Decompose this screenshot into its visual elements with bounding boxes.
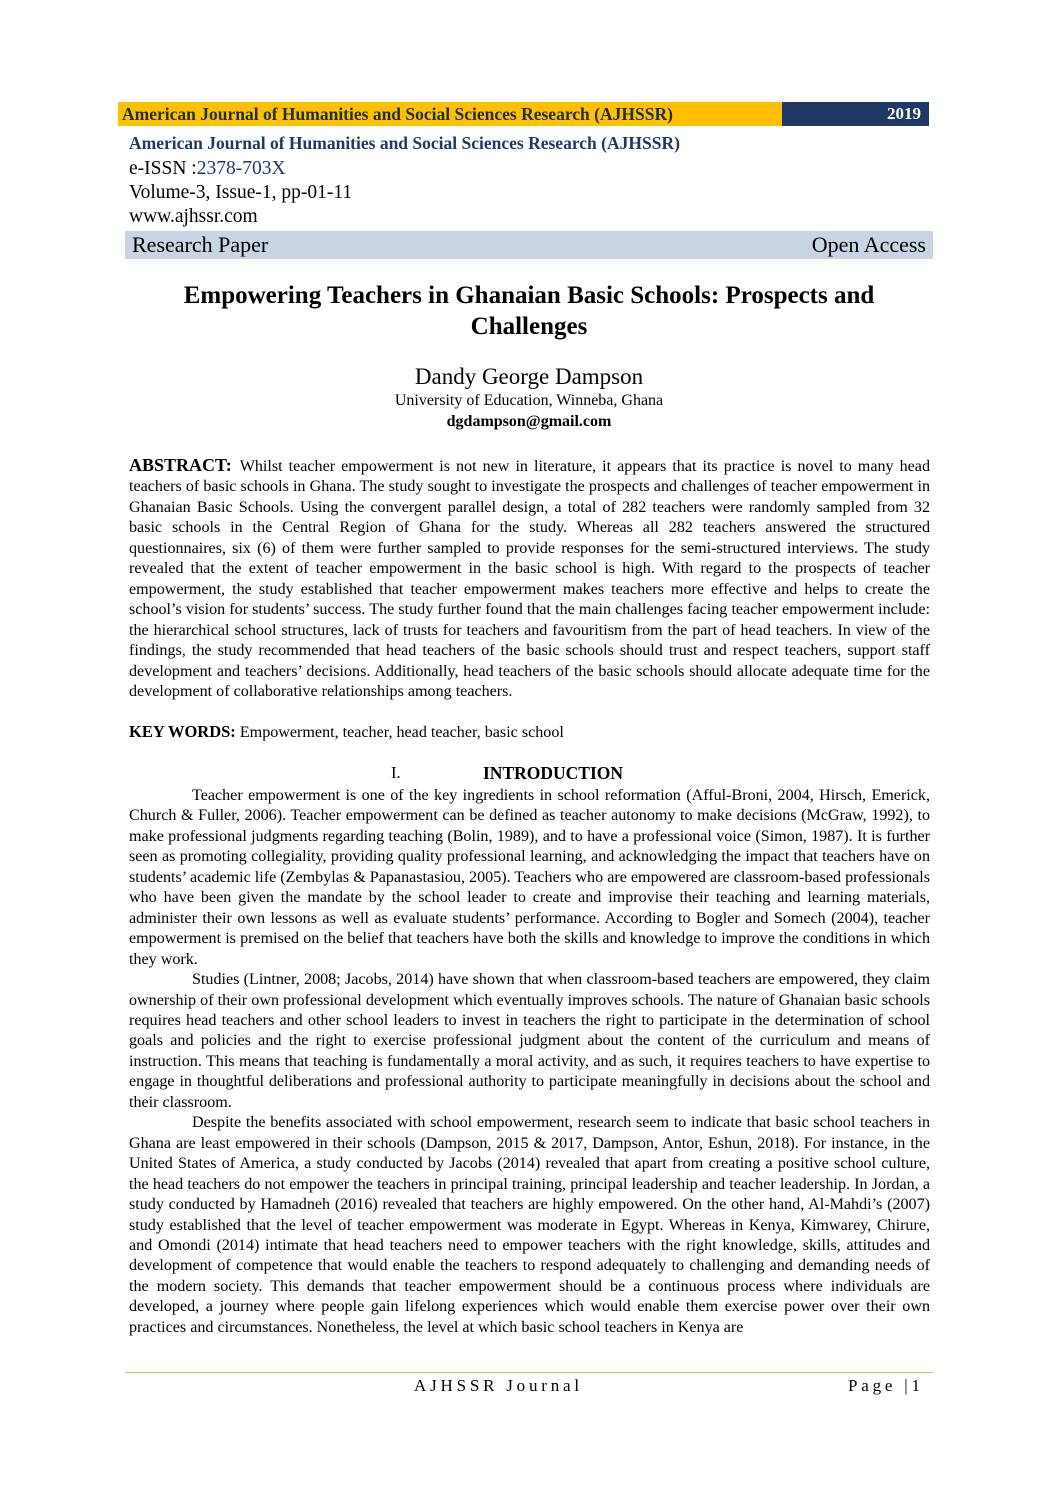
- journal-website: www.ajhssr.com: [129, 206, 258, 227]
- open-access-label: Open Access: [811, 232, 926, 257]
- author-affiliation: University of Education, Winneba, Ghana: [394, 392, 664, 409]
- keywords-text: Empowerment, teacher, head teacher, basic school: [239, 724, 564, 741]
- author-email: dgdampson@gmail.com: [446, 413, 612, 430]
- running-header-journal: American Journal of Humanities and Social Sciences Research (AJHSSR): [118, 102, 782, 126]
- journal-name: American Journal of Humanities and Social Sciences Research (AJHSSR): [129, 133, 680, 153]
- paper-title-line-2: Challenges: [470, 313, 588, 340]
- running-header: [118, 102, 929, 126]
- issn-line: [129, 158, 286, 180]
- abstract-label: ABSTRACT:: [129, 455, 232, 475]
- paper-title-line-1: Empowering Teachers in Ghanaian Basic Schools: Prospects and: [183, 282, 875, 309]
- paper-type-bar: [125, 231, 933, 259]
- footer-journal: AJHSSR Journal: [414, 1376, 583, 1395]
- running-header-year: 2019: [782, 102, 929, 126]
- keywords-label: KEY WORDS:: [129, 722, 236, 741]
- issn-number: 2378-703X: [196, 158, 286, 179]
- abstract: [129, 455, 930, 702]
- keywords: [129, 722, 930, 743]
- paper-title: [125, 280, 933, 342]
- abstract-text: Whilst teacher empowerment is not new in literature, it appears that its practice is novel to many head teachers of basic schools in Ghana. The study sought to investigate the prospects and challenges of teacher empowerment in Ghanaian Basic Schools. Using the convergent parallel design, a total of 282 teachers were randomly sampled from 32 basic schools in the Central Region of Ghana for the study. Whereas all 282 teachers answered the structured questionnaires, six (6) of them were further sampled to provide responses for the semi-structured interviews. The study revealed that the extent of teacher empowerment in the basic school is high. With regard to the prospects of teacher empowerment, the study established that teacher empowerment makes teachers more effective and helps to create the school’s vision for students’ success. The study further found that the main challenges facing teacher empowerment include: the hierarchical school structures, lack of trusts for teachers and favouritism from the part of head teachers. In view of the findings, the study recommended that head teachers of the basic schools should trust and respect teachers, support staff development and teachers’ decisions. Additionally, head teachers of the basic schools should allocate adequate time for the development of collaborative relationships among teachers.: [129, 458, 930, 700]
- section-number: I.: [391, 763, 401, 782]
- section-title: INTRODUCTION: [483, 763, 624, 783]
- author-name: Dandy George Dampson: [414, 364, 644, 389]
- paragraph: Despite the benefits associated with school empowerment, research seem to indicate that basic school teachers in Ghana are least empowered in their schools (Dampson, 2015 & 2017, Dampson, Antor, Eshun, 2018). For instance, in the United States of America, a study conducted by Jacobs (2014) revealed that apart from creating a positive school culture, the head teachers do not empower the teachers in principal training, principal leadership and teacher leadership. In Jordan, a study conducted by Hamadneh (2016) revealed that teachers are highly empowered. On the other hand, Al-Mahdi’s (2007) study established that the level of teacher empowerment was moderate in Egypt. Whereas in Kenya, Kimwarey, Chirure, and Omondi (2014) intimate that head teachers need to empower teachers with the right knowledge, skills, attitudes and development of competence that would enable the teachers to respond adequately to challenging and demanding needs of the modern society. This demands that teacher empowerment should be a continuous process where individuals are developed, a journey where people gain lifelong experiences which would enable them exercise power over their own practices and circumstances. Nonetheless, the level at which basic school teachers in Kenya are: [129, 1114, 930, 1336]
- paragraph: Studies (Lintner, 2008; Jacobs, 2014) have shown that when classroom-based teachers are empowered, they claim ownership of their own professional development which eventually improves schools. The nature of Ghanaian basic schools requires head teachers and other school leaders to invest in teachers the right to participate in the determination of school goals and policies and the right to exercise professional judgment about the content of the curriculum and means of instruction. This means that teaching is fundamentally a moral activity, and as such, it requires teachers to have expertise to engage in thoughtful deliberations and professional authority to participate meaningfully in decisions about the school and their classroom.: [129, 971, 930, 1111]
- introduction-body: [129, 786, 930, 1338]
- footer-divider: [125, 1372, 933, 1373]
- paragraph: Teacher empowerment is one of the key ingredients in school reformation (Afful-Broni, 2004, Hirsch, Emerick, Church & Fuller, 2006). Teacher empowerment can be defined as teacher autonomy to make decisions (McGraw, 1992), to make professional judgments regarding teaching (Bolin, 1989), and to have a professional voice (Simon, 1987). It is further seen as promoting collegiality, providing quality professional learning, and acknowledging the impact that teachers have on students’ academic life (Zembylas & Papanastasiou, 2005). Teachers who are empowered are classroom-based professionals who have been given the mandate by the school leader to create and improvise their teaching and learning materials, administer their own lessons as well as evaluate students’ performance. According to Bogler and Somech (2004), teacher empowerment is premised on the belief that teachers have both the skills and knowledge to improve the conditions in which they work.: [129, 787, 930, 968]
- footer-page-number: Page |1: [848, 1376, 924, 1395]
- paper-type: Research Paper: [132, 232, 269, 257]
- issn-label: e-ISSN :: [129, 158, 197, 179]
- volume-line: Volume-3, Issue-1, pp-01-11: [129, 182, 353, 203]
